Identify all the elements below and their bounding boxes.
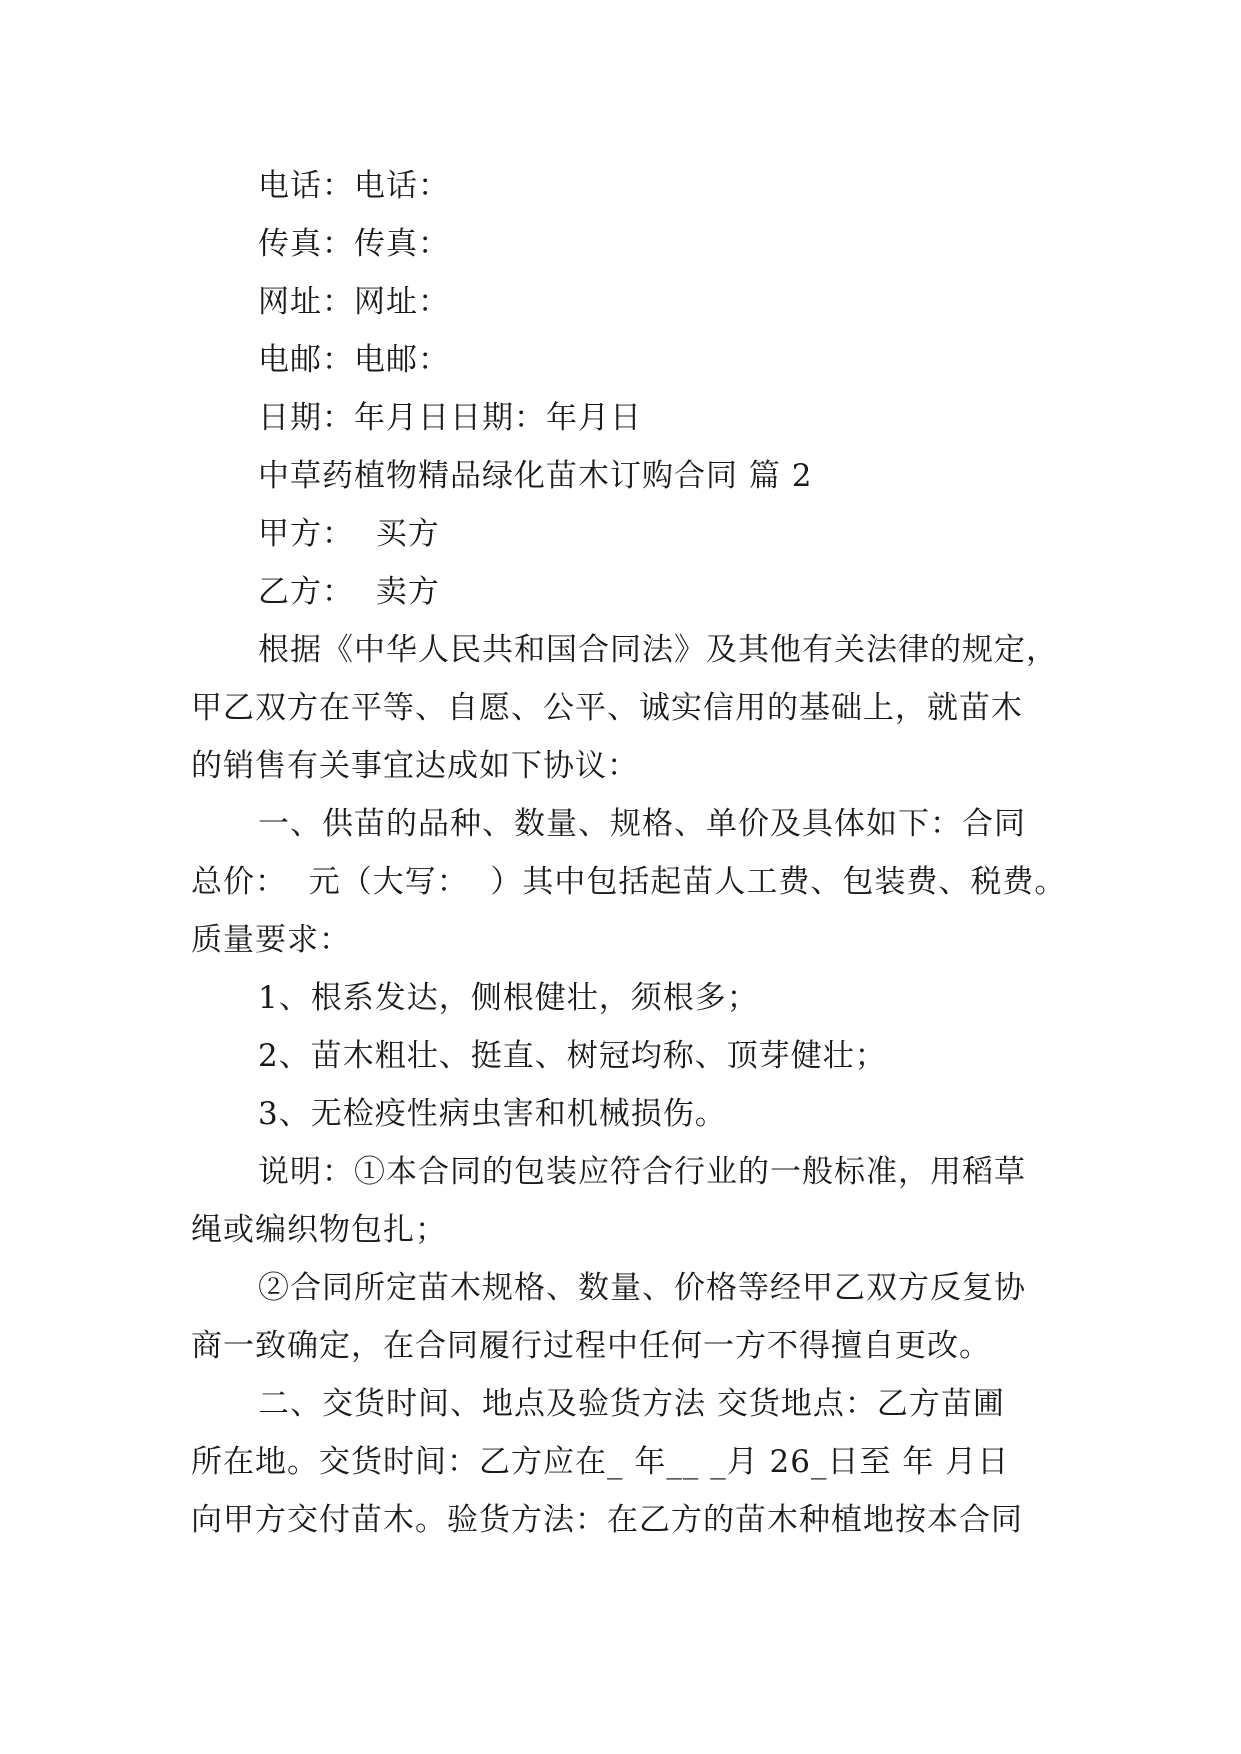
party-a-line: 甲方： 买方 (258, 516, 440, 552)
note-1-line-2: 绳或编织物包扎； (191, 1212, 447, 1248)
quality-item-2: 2、苗木粗壮、挺直、树冠均称、顶芽健壮； (258, 1038, 887, 1074)
fax-line: 传真：传真： (258, 226, 450, 262)
phone-line: 电话：电话： (258, 168, 450, 204)
quality-item-1: 1、根系发达，侧根健壮，须根多； (258, 980, 759, 1016)
clause-2-line-1: 二、交货时间、地点及验货方法 交货地点：乙方苗圃 (258, 1386, 1005, 1422)
quality-heading: 质量要求： (191, 922, 351, 958)
clause-2-line-2: 所在地。交货时间：乙方应在_ 年__ _月 26_日至 年 月日 (191, 1444, 1010, 1480)
preamble-line-3: 的销售有关事宜达成如下协议： (191, 748, 639, 784)
note-2-line-2: 商一致确定，在合同履行过程中任何一方不得擅自更改。 (191, 1328, 991, 1364)
preamble-line-2: 甲乙双方在平等、自愿、公平、诚实信用的基础上，就苗木 (191, 690, 1023, 726)
date-line: 日期：年月日日期：年月日 (258, 400, 642, 436)
note-2-line-1: ②合同所定苗木规格、数量、价格等经甲乙双方反复协 (258, 1270, 1026, 1306)
email-line: 电邮：电邮： (258, 342, 450, 378)
quality-item-3: 3、无检疫性病虫害和机械损伤。 (258, 1096, 727, 1132)
preamble-line-1: 根据《中华人民共和国合同法》及其他有关法律的规定， (258, 632, 1058, 668)
party-b-line: 乙方： 卖方 (258, 574, 440, 610)
clause-2-line-3: 向甲方交付苗木。验货方法：在乙方的苗木种植地按本合同 (191, 1502, 1023, 1538)
contract-title: 中草药植物精品绿化苗木订购合同 篇 2 (258, 458, 813, 494)
clause-1-line-1: 一、供苗的品种、数量、规格、单价及具体如下：合同 (258, 806, 1026, 842)
note-1-line-1: 说明：①本合同的包装应符合行业的一般标准，用稻草 (258, 1154, 1026, 1190)
website-line: 网址：网址： (258, 284, 450, 320)
clause-1-line-2: 总价： 元（大写： ）其中包括起苗人工费、包装费、税费。 (191, 864, 1067, 900)
